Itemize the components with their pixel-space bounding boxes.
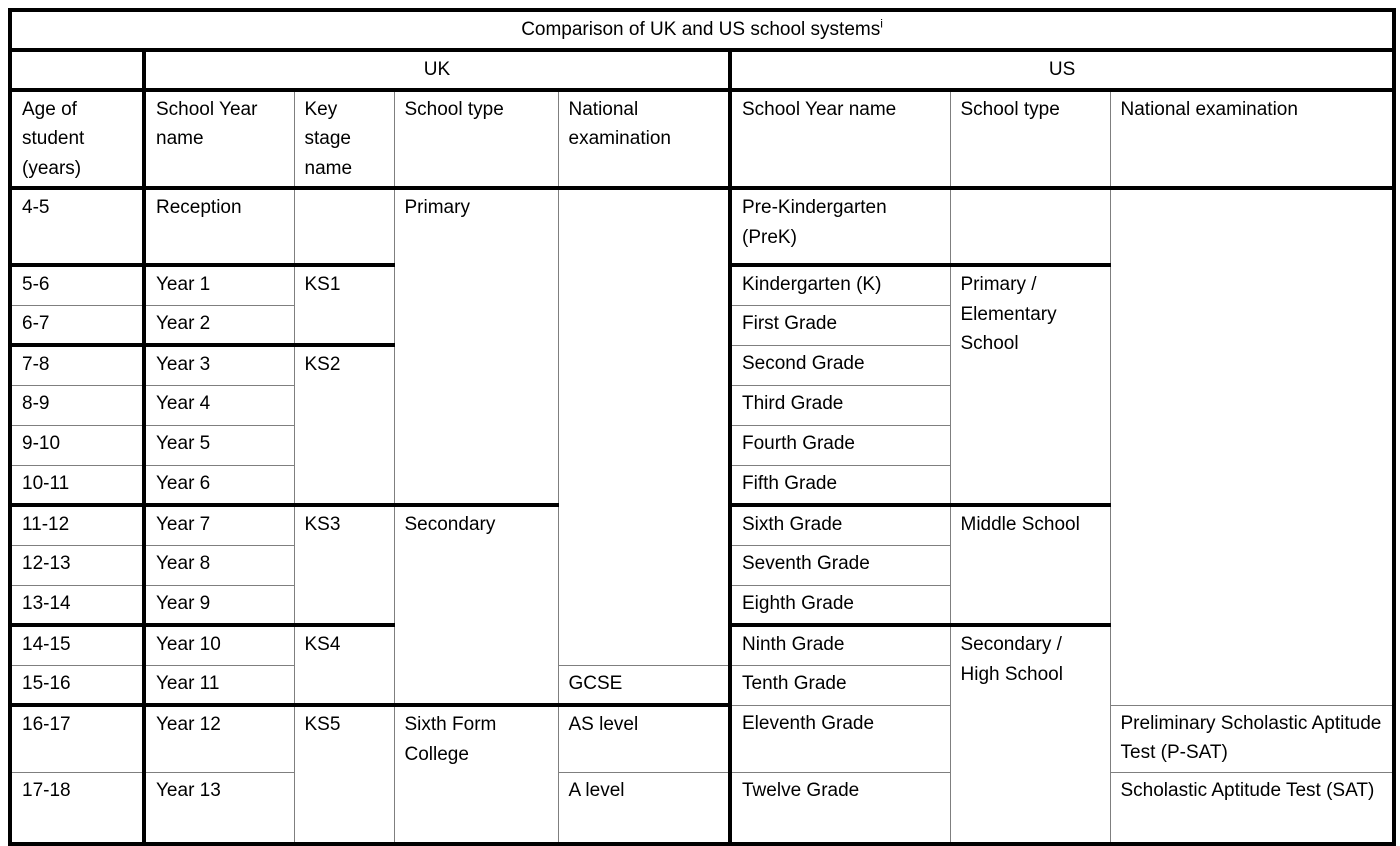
us-year-cell: Twelve Grade xyxy=(730,772,950,844)
us-exam-shaded-cell xyxy=(1110,188,1394,705)
age-cell: 11-12 xyxy=(10,505,144,545)
footnote-marker: i xyxy=(880,16,883,31)
uk-year-cell: Year 8 xyxy=(144,545,294,585)
uk-year-cell: Year 10 xyxy=(144,625,294,665)
us-schooltype-cell: Secondary / High School xyxy=(950,625,1110,844)
uk-year-cell: Year 9 xyxy=(144,585,294,625)
us-year-cell: Pre-Kindergarten (PreK) xyxy=(730,188,950,265)
corner-empty-cell xyxy=(10,50,144,90)
col-header-uk-keystage: Key stage name xyxy=(294,90,394,188)
us-year-cell: Fourth Grade xyxy=(730,425,950,465)
us-year-cell: Eleventh Grade xyxy=(730,705,950,772)
uk-keystage-cell xyxy=(294,188,394,265)
col-header-us-year: School Year name xyxy=(730,90,950,188)
uk-keystage-cell: KS3 xyxy=(294,505,394,625)
uk-year-cell: Year 12 xyxy=(144,705,294,772)
age-cell: 12-13 xyxy=(10,545,144,585)
table-row xyxy=(10,772,1394,844)
table-title xyxy=(10,10,1394,50)
table-row xyxy=(10,188,1394,265)
group-header-row xyxy=(10,50,1394,90)
uk-exam-cell: GCSE xyxy=(558,665,730,705)
us-year-cell: Second Grade xyxy=(730,345,950,385)
uk-year-cell: Year 3 xyxy=(144,345,294,385)
us-year-cell: Kindergarten (K) xyxy=(730,265,950,305)
uk-keystage-cell: KS2 xyxy=(294,345,394,505)
age-cell: 17-18 xyxy=(10,772,144,844)
us-schooltype-cell: Primary / Elementary School xyxy=(950,265,1110,505)
table-title-text: Comparison of UK and US school systems xyxy=(521,19,881,40)
col-header-uk-exam: National examination xyxy=(558,90,730,188)
uk-exam-shaded-cell xyxy=(558,188,730,665)
us-year-cell: Sixth Grade xyxy=(730,505,950,545)
uk-keystage-cell: KS4 xyxy=(294,625,394,705)
age-cell: 15-16 xyxy=(10,665,144,705)
us-year-cell: Third Grade xyxy=(730,385,950,425)
column-header-row xyxy=(10,90,1394,188)
uk-year-cell: Year 7 xyxy=(144,505,294,545)
us-year-cell: Seventh Grade xyxy=(730,545,950,585)
age-cell: 14-15 xyxy=(10,625,144,665)
title-row xyxy=(10,10,1394,50)
uk-group-header: UK xyxy=(144,50,730,90)
uk-year-cell: Year 6 xyxy=(144,465,294,505)
uk-schooltype-cell: Primary xyxy=(394,188,558,505)
uk-year-cell: Reception xyxy=(144,188,294,265)
uk-year-cell: Year 1 xyxy=(144,265,294,305)
age-cell: 16-17 xyxy=(10,705,144,772)
table-row xyxy=(10,705,1394,772)
us-year-cell: Ninth Grade xyxy=(730,625,950,665)
us-schooltype-cell: Middle School xyxy=(950,505,1110,625)
us-year-cell: Fifth Grade xyxy=(730,465,950,505)
uk-keystage-cell: KS5 xyxy=(294,705,394,844)
us-year-cell: Eighth Grade xyxy=(730,585,950,625)
age-cell: 4-5 xyxy=(10,188,144,265)
uk-exam-cell: AS level xyxy=(558,705,730,772)
uk-exam-cell: A level xyxy=(558,772,730,844)
us-year-cell: First Grade xyxy=(730,305,950,345)
uk-year-cell: Year 4 xyxy=(144,385,294,425)
uk-year-cell: Year 11 xyxy=(144,665,294,705)
us-schooltype-cell xyxy=(950,188,1110,265)
uk-year-cell: Year 5 xyxy=(144,425,294,465)
col-header-uk-year: School Year name xyxy=(144,90,294,188)
us-exam-cell: Preliminary Scholastic Aptitude Test (P-SAT) xyxy=(1110,705,1394,772)
age-cell: 6-7 xyxy=(10,305,144,345)
uk-year-cell: Year 2 xyxy=(144,305,294,345)
age-cell: 8-9 xyxy=(10,385,144,425)
uk-year-cell: Year 13 xyxy=(144,772,294,844)
uk-keystage-cell: KS1 xyxy=(294,265,394,345)
col-header-age: Age of student (years) xyxy=(10,90,144,188)
us-exam-cell: Scholastic Aptitude Test (SAT) xyxy=(1110,772,1394,844)
uk-schooltype-cell: Sixth Form College xyxy=(394,705,558,844)
col-header-us-schooltype: School type xyxy=(950,90,1110,188)
age-cell: 13-14 xyxy=(10,585,144,625)
us-year-cell: Tenth Grade xyxy=(730,665,950,705)
age-cell: 10-11 xyxy=(10,465,144,505)
col-header-uk-schooltype: School type xyxy=(394,90,558,188)
col-header-us-exam: National examination xyxy=(1110,90,1394,188)
us-group-header: US xyxy=(730,50,1394,90)
document-table xyxy=(8,8,1396,846)
uk-schooltype-cell: Secondary xyxy=(394,505,558,705)
age-cell: 9-10 xyxy=(10,425,144,465)
age-cell: 7-8 xyxy=(10,345,144,385)
age-cell: 5-6 xyxy=(10,265,144,305)
